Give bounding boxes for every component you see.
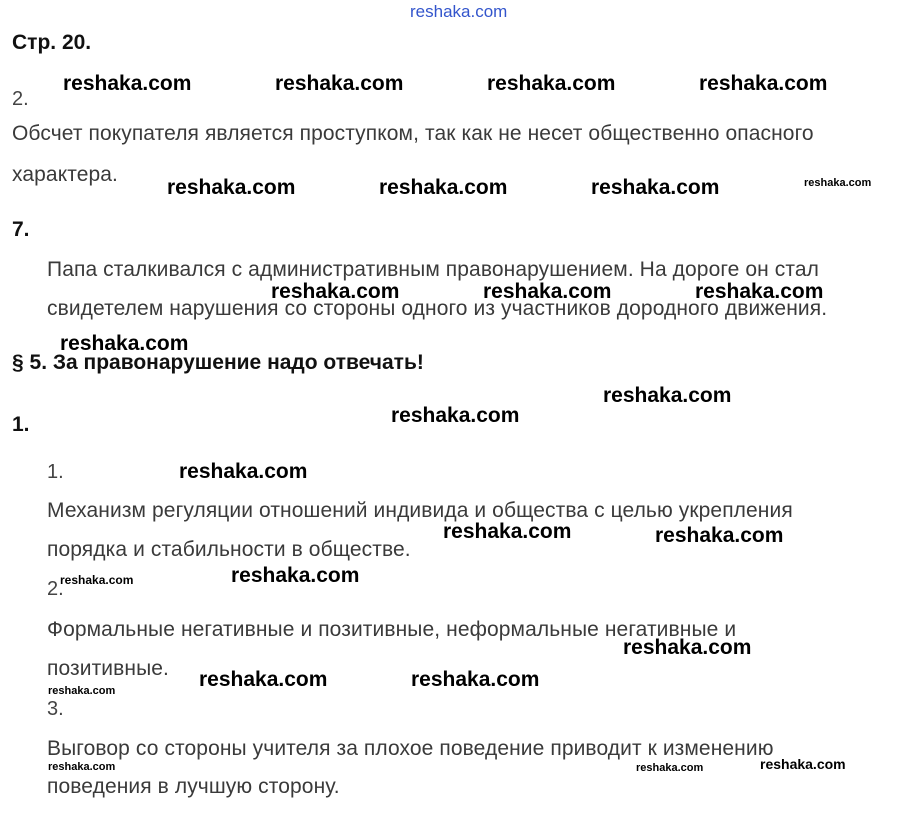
watermark: reshaka.com [655,524,784,547]
sub-item-number-1: 1. [47,461,64,483]
sub-item-number-2: 2. [47,578,64,600]
watermark: reshaka.com [483,280,612,303]
watermark-small: reshaka.com [48,761,116,773]
watermark: reshaka.com [271,280,400,303]
watermark: reshaka.com [275,72,404,95]
sub-item-2-line-1: Формальные негативные и позитивные, неформальные негативные и [47,618,737,641]
sub-item-1-line-2: порядка и стабильности в обществе. [47,538,411,561]
watermark: reshaka.com [379,176,508,199]
page-label: Стр. 20. [12,31,92,54]
sub-item-3-line-1: Выговор со стороны учителя за плохое поведение приводит к изменению [47,737,774,760]
question-number-7: 7. [12,218,30,241]
watermark: reshaka.com [443,520,572,543]
sub-item-2-line-2: позитивные. [47,657,169,680]
watermark: reshaka.com [591,176,720,199]
watermark: reshaka.com [487,72,616,95]
watermark: reshaka.com [411,668,540,691]
watermark-small: reshaka.com [60,573,134,587]
watermark-small: reshaka.com [636,762,704,774]
sub-item-number-3: 3. [47,698,64,720]
watermark-small: reshaka.com [760,756,846,772]
watermark: reshaka.com [391,404,520,427]
watermark-small: reshaka.com [804,177,872,189]
question-number-2: 2. [12,88,29,110]
sub-item-3-line-2: поведения в лучшую сторону. [47,775,340,798]
watermark: reshaka.com [179,460,308,483]
answer-7-line-1: Папа сталкивался с административным правонарушением. На дороге он стал [47,258,819,281]
watermark: reshaka.com [63,72,192,95]
answer-2-line-1: Обсчет покупателя является проступком, так как не несет общественно опасного [12,122,814,145]
answer-7-line-2: свидетелем нарушения со стороны одного из участников дородного движения. [47,297,828,320]
sub-item-1-line-1: Механизм регуляции отношений индивида и общества с целью укрепления [47,499,793,522]
watermark: reshaka.com [231,564,360,587]
watermark: reshaka.com [603,384,732,407]
watermark-small: reshaka.com [48,685,116,697]
watermark: reshaka.com [695,280,824,303]
watermark: reshaka.com [699,72,828,95]
watermark: reshaka.com [60,332,189,355]
watermark: reshaka.com [167,176,296,199]
watermark: reshaka.com [623,636,752,659]
site-header-watermark: reshaka.com [410,2,508,21]
question-number-1: 1. [12,413,30,436]
answer-2-line-2: характера. [12,163,118,186]
section-title: § 5. За правонарушение надо отвечать! [12,351,424,374]
watermark: reshaka.com [199,668,328,691]
